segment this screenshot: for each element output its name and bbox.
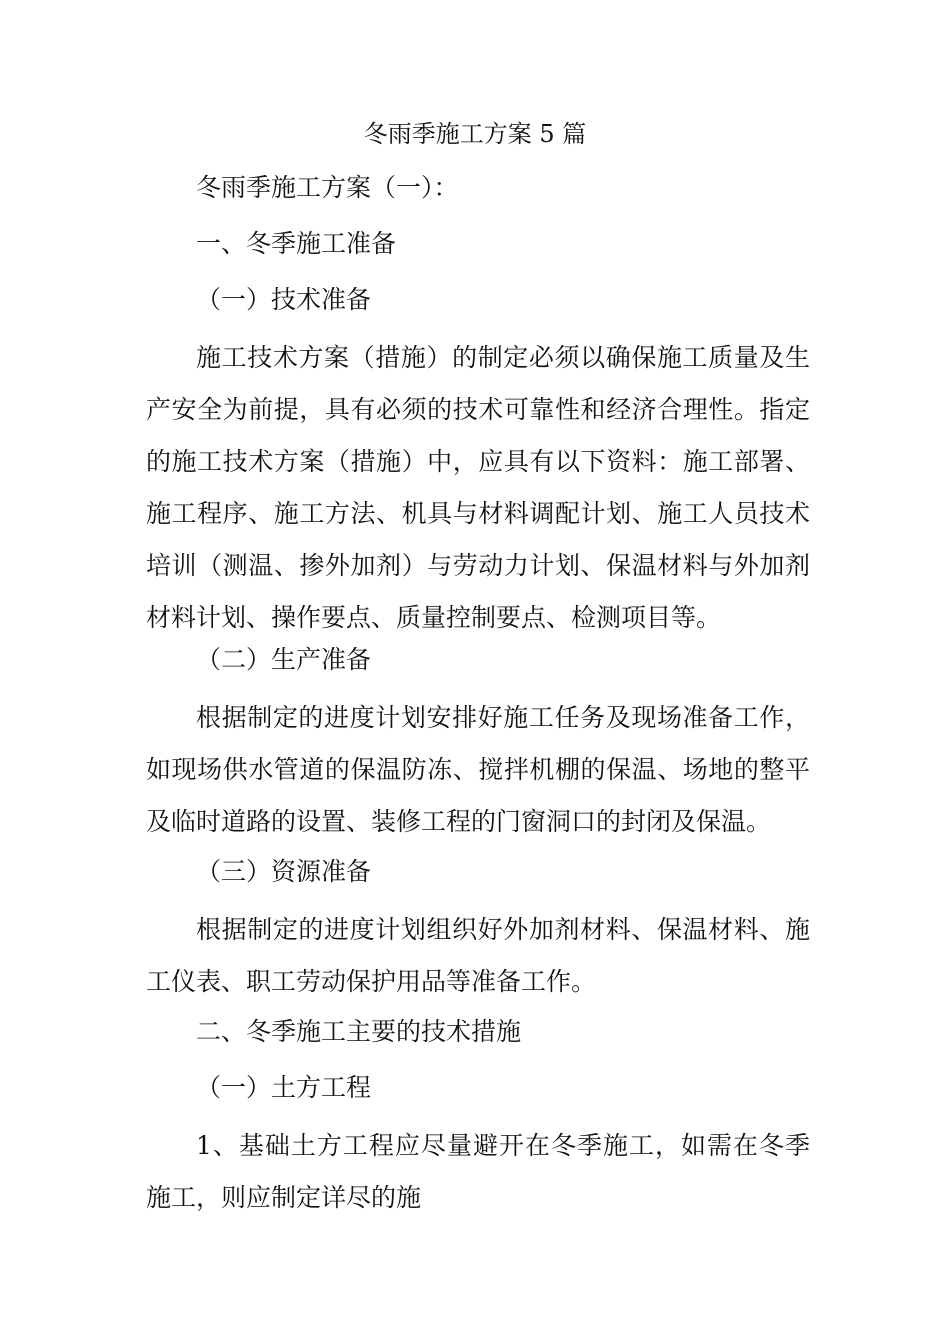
subheading-production-preparation: （二）生产准备 xyxy=(196,645,372,674)
paragraph-technical-preparation: 施工技术方案（措施）的制定必须以确保施工质量及生产安全为前提，具有必须的技术可靠性和经济合理性。指定的施工技术方案（措施）中，应具有以下资料：施工部署、施工程序、施工方法、机具与材料调配计划、施工人员技术培训（测温、掺外加剂）与劳动力计划、保温材料与外加剂材料计划、操作要点、质量控制要点、检测项目等。 xyxy=(146,343,810,632)
paragraph-resource-preparation: 根据制定的进度计划组织好外加剂材料、保温材料、施工仪表、职工劳动保护用品等准备工作。 xyxy=(146,915,810,996)
heading-winter-technical-measures: 二、冬季施工主要的技术措施 xyxy=(196,1017,522,1046)
section-title: 冬雨季施工方案（一）： xyxy=(196,173,459,202)
subheading-earthwork: （一）土方工程 xyxy=(196,1073,372,1102)
subheading-resource-preparation: （三）资源准备 xyxy=(196,857,372,886)
heading-winter-preparation: 一、冬季施工准备 xyxy=(196,229,397,258)
paragraph-production-preparation: 根据制定的进度计划安排好施工任务及现场准备工作，如现场供水管道的保温防冻、搅拌机棚的保温、场地的整平及临时道路的设置、装修工程的门窗洞口的封闭及保温。 xyxy=(146,703,810,836)
subheading-technical-preparation: （一）技术准备 xyxy=(196,285,372,314)
document-title: 冬雨季施工方案 5 篇 xyxy=(363,120,587,148)
paragraph-earthwork: 1、基础土方工程应尽量避开在冬季施工，如需在冬季施工，则应制定详尽的施 xyxy=(146,1131,810,1212)
